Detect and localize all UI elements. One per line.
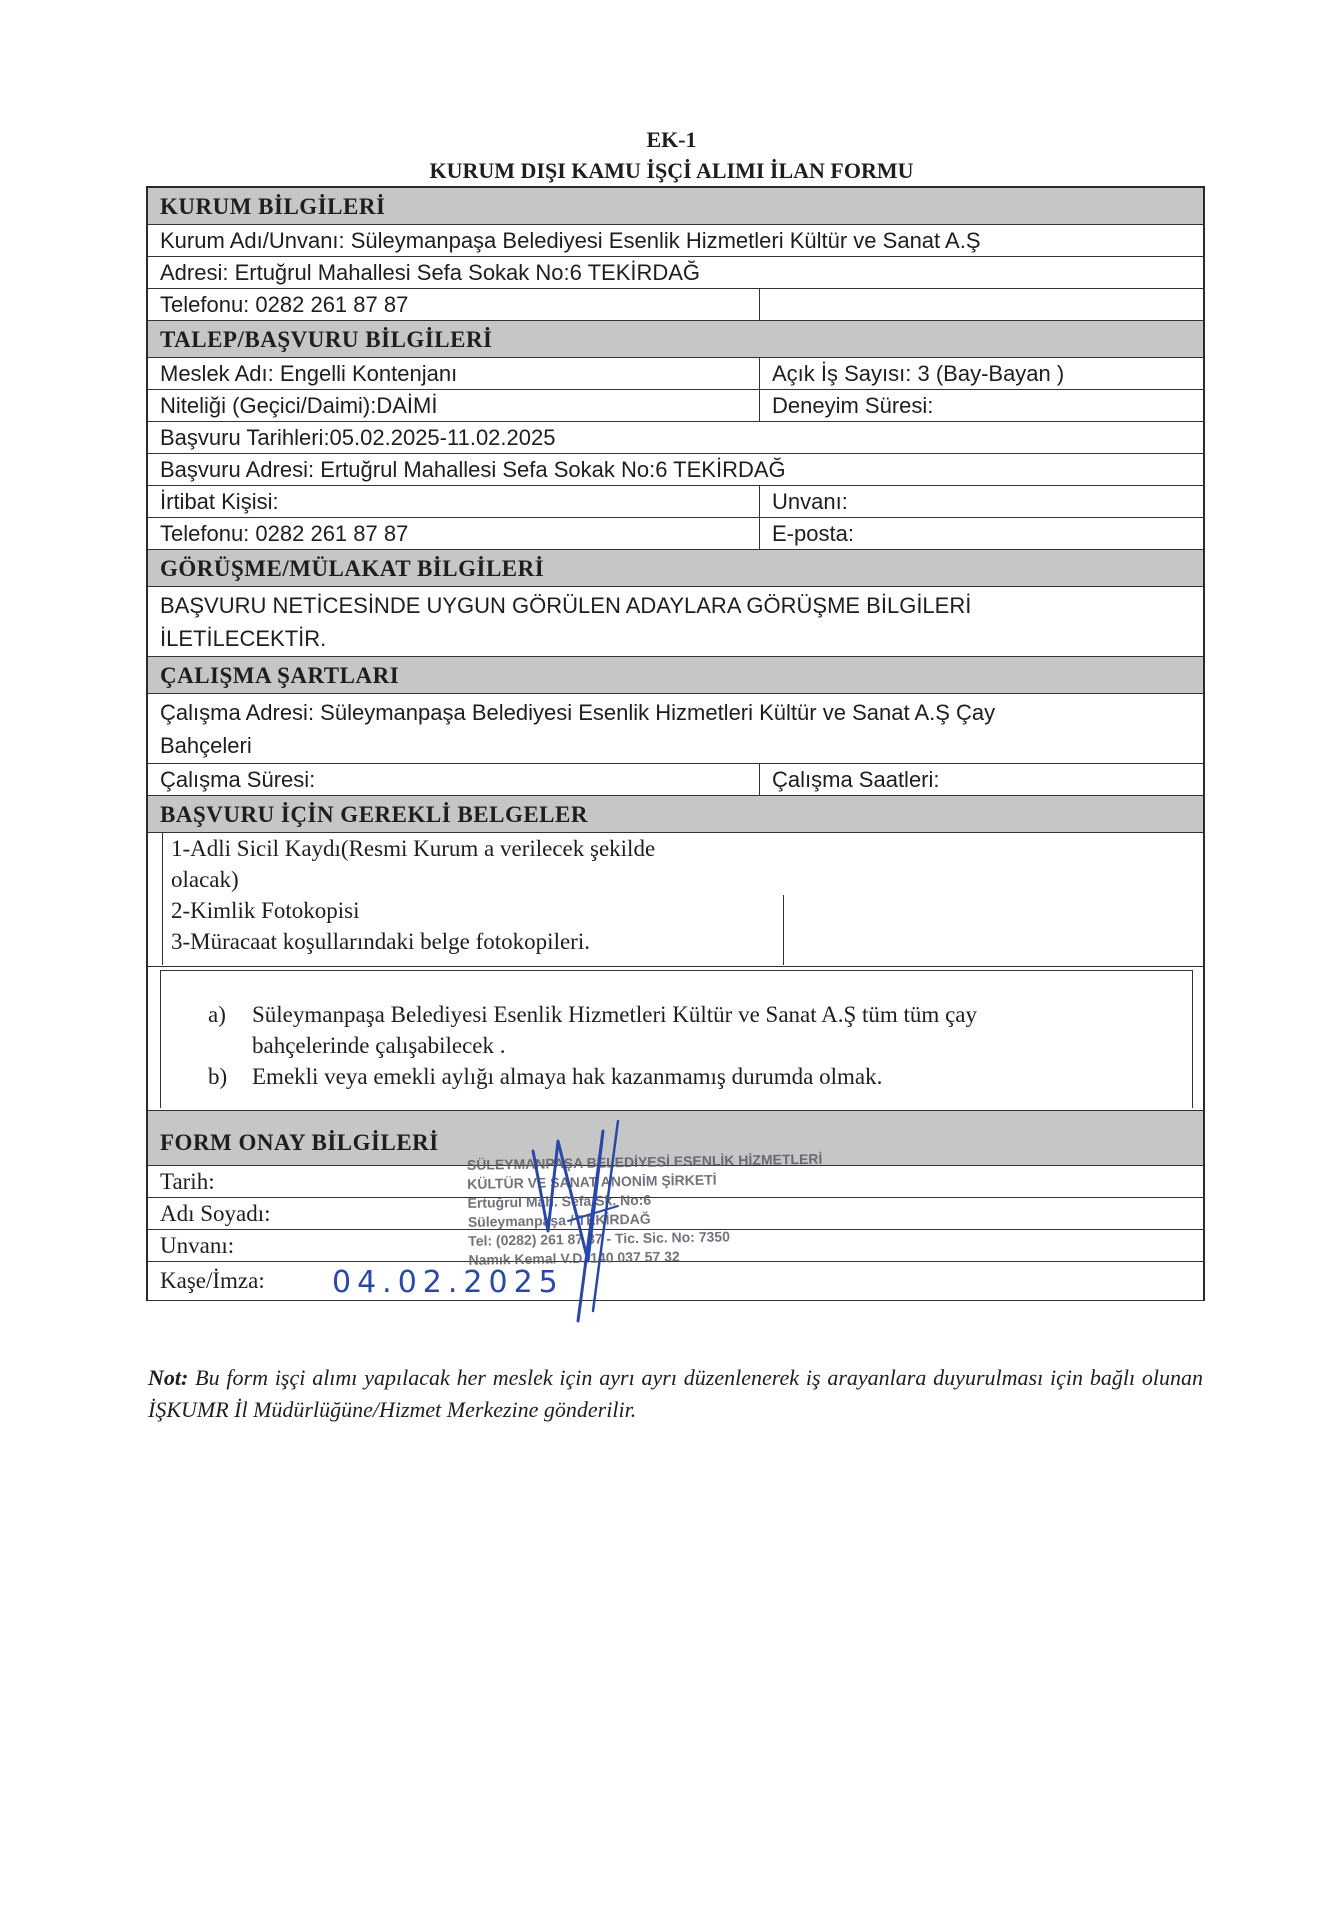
belgeler-divider [783,895,784,965]
stamp-line: Namık Kemal V.D. 140 037 57 32 [468,1248,680,1268]
niteligi: Niteliği (Geçici/Daimi):DAİMİ [148,390,760,421]
belge-item: 2-Kimlik Fotokopisi [171,898,360,923]
section-header-onay: FORM ONAY BİLGİLERİ [148,1111,1203,1166]
acik-is-sayisi: Açık İş Sayısı: 3 (Bay-Bayan ) [772,361,1065,386]
kosul-marker: a) [208,1002,226,1027]
section-header-belgeler: BAŞVURU İÇİN GEREKLİ BELGELER [148,796,1203,833]
kosul-item [208,1061,1163,1092]
note-label: Not: [148,1365,189,1390]
stamp-line: Tel: (0282) 261 87 87 - Tic. Sic. No: 7350 [468,1228,731,1249]
kosul-text: bahçelerinde çalışabilecek . [252,1033,506,1058]
stamp-line: Ertuğrul Mah. Sefa Sk. No:6 [467,1191,652,1211]
kurum-telefon-row [148,289,1203,321]
basvuru-tarihleri: Başvuru Tarihleri:05.02.2025-11.02.2025 [160,425,556,450]
irtibat-unvani: Unvanı: [772,489,848,514]
onay-adi-soyadi: Adı Soyadı: [160,1201,271,1226]
form-code: EK-1 [646,127,697,152]
talep-nitelik-row [148,390,1203,422]
meslek-adi: Meslek Adı: Engelli Kontenjanı [148,358,760,389]
announcement-form [146,186,1205,1301]
belgeler-block [148,833,1203,967]
stamp-line: SÜLEYMANPAŞA BELEDİYESİ ESENLİK HİZMETLERİ [466,1150,823,1173]
section-header-kurum: KURUM BİLGİLERİ [148,188,1203,225]
kurum-telefon-empty [760,289,1203,320]
stamp-line: KÜLTÜR VE SANAT ANONİM ŞİRKETİ [467,1171,717,1192]
calisma-adresi-line-1: Çalışma Adresi: Süleymanpaşa Belediyesi Esenlik Hizmetleri Kültür ve Sanat A.Ş Çay [160,700,996,725]
kosul-marker: b) [208,1064,228,1089]
handwritten-date: 04.02.2025 [332,1265,564,1300]
kosullar-list [208,999,1163,1092]
belge-item: 3-Müracaat koşullarındaki belge fotokopileri. [171,929,590,954]
deneyim-suresi: Deneyim Süresi: [772,393,934,418]
calisma-suresi: Çalışma Süresi: [148,764,760,795]
onay-tarih: Tarih: [160,1169,215,1194]
note-text: Bu form işçi alımı yapılacak her meslek için ayrı ayrı düzenlenerek iş arayanlara duyurulması için bağlı olunan İŞKUMR İl Müdürlüğüne/Hizmet Merkezine gönderilir. [148,1365,1203,1422]
belge-item: 1-Adli Sicil Kaydı(Resmi Kurum a verilecek şekilde [171,836,656,861]
gorusme-line-2: İLETİLECEKTİR. [160,626,327,651]
talep-meslek-row [148,358,1203,390]
talep-irtibat-row [148,486,1203,518]
talep-telefon: Telefonu: 0282 261 87 87 [148,518,760,549]
onay-section [148,1111,1203,1301]
calisma-saatleri: Çalışma Saatleri: [772,767,940,792]
calisma-sure-row [148,764,1203,796]
kurum-adi: Kurum Adı/Unvanı: Süleymanpaşa Belediyesi Esenlik Hizmetleri Kültür ve Sanat A.Ş [160,228,981,253]
footer-note [148,1362,1203,1426]
kurum-adi-row [148,225,1203,257]
kosullar-block [148,967,1203,1111]
section-header-gorusme: GÖRÜŞME/MÜLAKAT BİLGİLERİ [148,550,1203,587]
talep-eposta: E-posta: [772,521,854,546]
talep-adres-row [148,454,1203,486]
belge-item: olacak) [171,867,239,892]
kosul-text: Emekli veya emekli aylığı almaya hak kazanmamış durumda olmak. [252,1064,883,1089]
onay-unvani: Unvanı: [160,1233,235,1258]
gorusme-line-1: BAŞVURU NETİCESİNDE UYGUN GÖRÜLEN ADAYLARA GÖRÜŞME BİLGİLERİ [160,593,972,618]
kosul-item [208,999,1163,1061]
talep-tarih-row [148,422,1203,454]
kurum-adres-row [148,257,1203,289]
kosul-text: Süleymanpaşa Belediyesi Esenlik Hizmetleri Kültür ve Sanat A.Ş tüm tüm çay [252,1002,977,1027]
kurum-adres: Adresi: Ertuğrul Mahallesi Sefa Sokak No:6 TEKİRDAĞ [160,260,701,285]
irtibat-kisisi: İrtibat Kişisi: [148,486,760,517]
onay-kase-imza: Kaşe/İmza: [160,1268,265,1293]
section-header-talep: TALEP/BAŞVURU BİLGİLERİ [148,321,1203,358]
basvuru-adresi: Başvuru Adresi: Ertuğrul Mahallesi Sefa Sokak No:6 TEKİRDAĞ [160,457,786,482]
signature-icon [148,1111,1203,1331]
gorusme-row [148,587,1203,657]
form-title: KURUM DIŞI KAMU İŞÇİ ALIMI İLAN FORMU [429,158,914,183]
talep-telefon-row [148,518,1203,550]
stamp-line: Süleymanpaşa / TEKİRDAĞ [467,1210,651,1230]
kurum-telefon: Telefonu: 0282 261 87 87 [148,289,760,320]
belgeler-list [162,833,725,965]
calisma-adresi-line-2: Bahçeleri [160,733,252,758]
section-header-calisma: ÇALIŞMA ŞARTLARI [148,657,1203,694]
calisma-adres-row [148,694,1203,764]
